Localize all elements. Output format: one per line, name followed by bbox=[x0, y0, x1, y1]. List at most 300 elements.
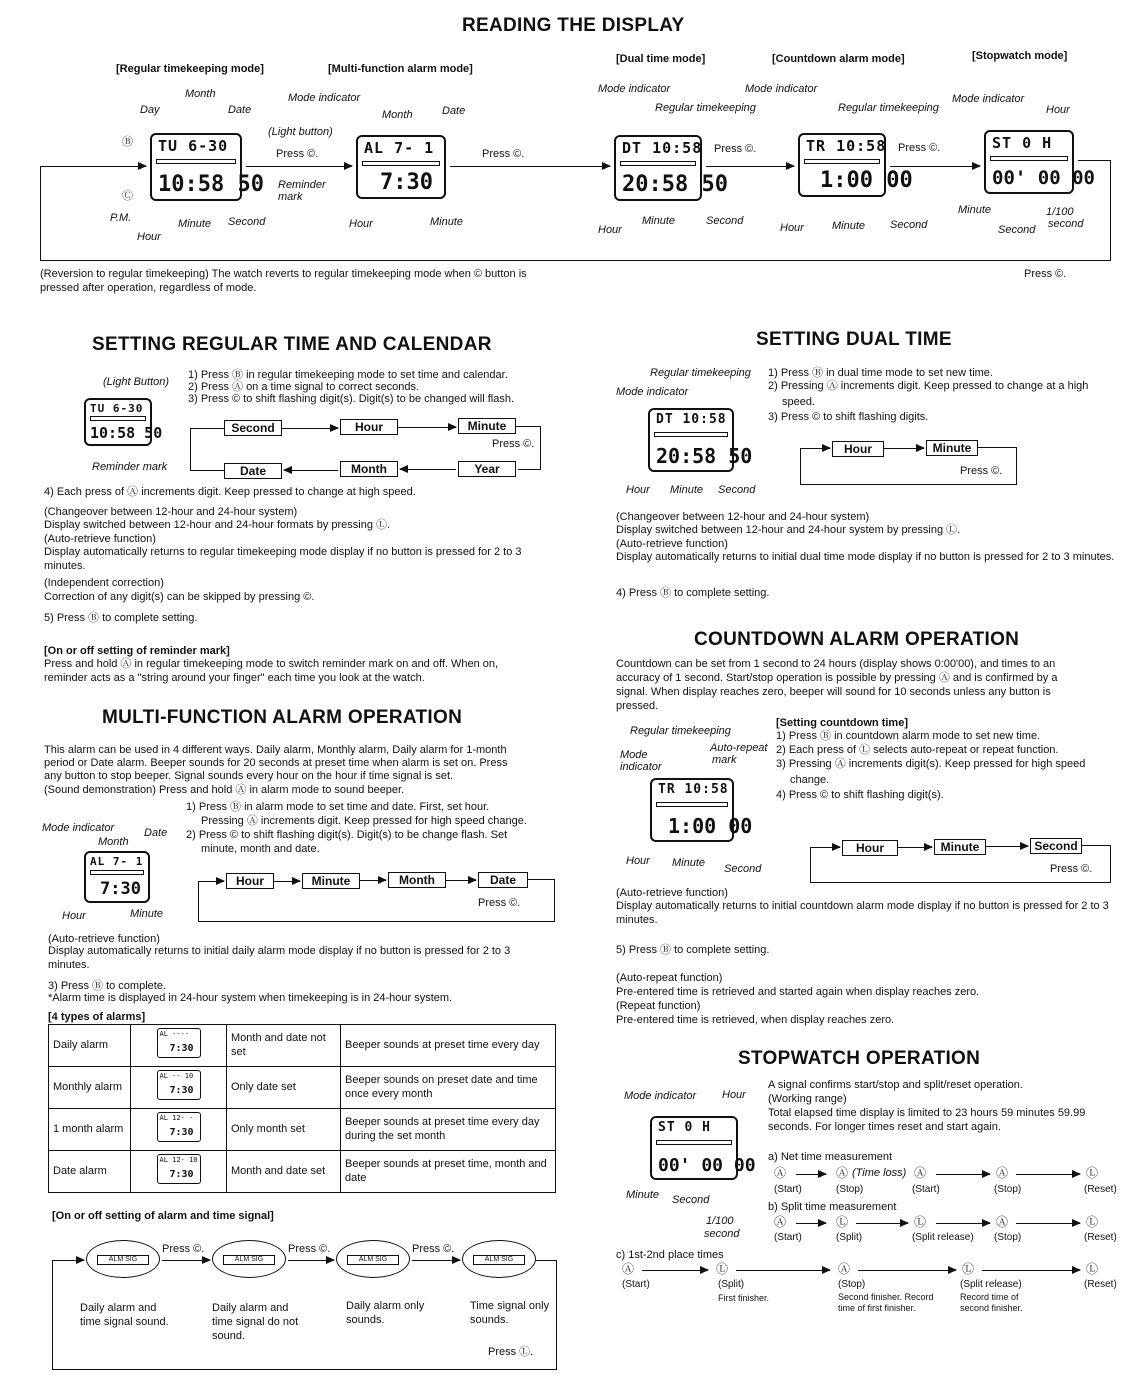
dual-flow-line-b bbox=[800, 484, 1017, 485]
watch-alarm-top: AL 7- 1 bbox=[364, 139, 435, 157]
countdown-flow-line-rv bbox=[1110, 845, 1111, 883]
place-label-2: (Split) bbox=[718, 1279, 745, 1290]
watch-regular-bar bbox=[156, 159, 236, 164]
countdown-flow-line-lv bbox=[810, 847, 811, 883]
heading-multi-alarm: MULTI-FUNCTION ALARM OPERATION bbox=[102, 707, 463, 728]
place-sym-2: Ⓛ bbox=[716, 1262, 729, 1276]
label-reminder: Reminder bbox=[278, 179, 326, 191]
countdown-flow-second: Second bbox=[1030, 838, 1082, 854]
dual-step-1: 1) Press Ⓑ in dual time mode to set new time. bbox=[768, 367, 993, 379]
onoff-state-2: Daily alarm and time signal do not sound. bbox=[212, 1302, 299, 1342]
mini-watch-1month bbox=[157, 1112, 201, 1142]
watch-multi-time: 7:30 bbox=[100, 878, 141, 899]
net-label-2: (Stop) bbox=[836, 1184, 864, 1195]
stopwatch-intro-3: Total elapsed time display is limited to 23 hours 59 minutes 59.99 bbox=[768, 1107, 1086, 1119]
label-pm: P.M. bbox=[110, 212, 132, 224]
mini-top-monthly: AL -- 10 bbox=[159, 1072, 194, 1081]
watch-stopwatch bbox=[984, 130, 1095, 194]
label-press-c-1: Press ©. bbox=[276, 148, 319, 160]
stopwatch-label-hour: Hour bbox=[722, 1089, 746, 1101]
watch-countdown bbox=[798, 133, 913, 197]
countdown-intro-3: signal. When display reaches zero, beeper will sound for 10 seconds unless any button is bbox=[616, 686, 1051, 698]
dual-step-2b: speed. bbox=[782, 396, 816, 408]
multi-label-month: Month bbox=[98, 836, 129, 848]
oval-inner-4: ALM SIG bbox=[473, 1255, 525, 1265]
net-label-4: (Stop) bbox=[994, 1184, 1022, 1195]
split-sym-1: Ⓐ bbox=[774, 1215, 787, 1229]
heading-stopwatch: STOPWATCH OPERATION bbox=[738, 1048, 981, 1069]
place-note-3: Record time of second finisher. bbox=[960, 1292, 1023, 1314]
watch-regular-time: 10:58 50 bbox=[158, 171, 264, 197]
alarm-type-set: Month and date not set bbox=[227, 1025, 341, 1067]
watch-stopwatch-op-time: 00' 00 00 bbox=[658, 1154, 756, 1176]
flow-line-sr-lt bbox=[190, 428, 224, 429]
multi-intro-1: This alarm can be used in 4 different ways. Daily alarm, Monthly alarm, Daily alarm for 1-month bbox=[44, 744, 507, 756]
onoff-arrow-1 bbox=[162, 1260, 210, 1261]
reversion-note: (Reversion to regular timekeeping) The watch reverts to regular timekeeping mode when © button is pressed after operation, regardless of mode. bbox=[40, 268, 527, 294]
label-minute-4: Minute bbox=[832, 220, 866, 232]
multi-intro-2: period or Date alarm. Beeper sounds for 20 seconds at preset time when alarm is set on. Press bbox=[44, 757, 508, 769]
oval-inner-2: ALM SIG bbox=[223, 1255, 275, 1265]
table-row bbox=[49, 1151, 556, 1193]
onoff-arrow-3 bbox=[412, 1260, 460, 1261]
countdown-label-indicator: indicator bbox=[620, 761, 662, 773]
multi-intro-4: (Sound demonstration) Press and hold Ⓐ in alarm mode to sound beeper. bbox=[44, 784, 405, 796]
countdown-setting-heading: [Setting countdown time] bbox=[776, 717, 908, 729]
watch-stopwatch-time: 00' 00 00 bbox=[992, 167, 1095, 190]
watch-dual-top: DT 10:58 bbox=[622, 139, 703, 157]
dual-label-second: Second bbox=[718, 484, 756, 496]
alarm-type-desc: Beeper sounds at preset time every day during the set month bbox=[341, 1109, 556, 1151]
label-hour-5: Hour bbox=[1046, 104, 1070, 116]
flow-box-second: Second bbox=[224, 420, 282, 436]
countdown-step-4: 4) Press © to shift flashing digit(s). bbox=[776, 789, 944, 801]
flow-arrow-1 bbox=[246, 166, 352, 167]
flow-arrow-3 bbox=[706, 166, 794, 167]
multi-flow-arrow-2 bbox=[360, 880, 386, 881]
label-reminder-mark: Reminder mark bbox=[92, 461, 168, 473]
multi-flow-line-rv bbox=[554, 879, 555, 921]
flow-arrow-2 bbox=[450, 166, 610, 167]
label-regular-timekeeping-2: Regular timekeeping bbox=[838, 102, 939, 114]
label-press-c-2: Press ©. bbox=[482, 148, 525, 160]
alarm-types-table bbox=[48, 1024, 556, 1193]
watch-dual-setting-time: 20:58 50 bbox=[656, 444, 753, 468]
countdown-label-mode: Mode bbox=[620, 749, 648, 761]
label-mark: mark bbox=[278, 191, 303, 203]
countdown-step-5: 5) Press Ⓑ to complete setting. bbox=[616, 944, 770, 956]
watch-countdown-top: TR 10:58 bbox=[806, 137, 887, 155]
dual-flow-minute: Minute bbox=[926, 440, 978, 456]
stopwatch-label-second: Second bbox=[672, 1194, 710, 1206]
split-arrow-2 bbox=[856, 1223, 908, 1224]
alarm-type-icon bbox=[131, 1067, 227, 1109]
watch-alarm-bar bbox=[362, 161, 440, 166]
place-sym-3: Ⓐ bbox=[838, 1262, 851, 1276]
countdown-label-mark: mark bbox=[712, 754, 737, 766]
net-sym-2: Ⓐ bbox=[836, 1166, 849, 1180]
onoff-line-lv bbox=[52, 1260, 53, 1370]
dual-step-4: 4) Press Ⓑ to complete setting. bbox=[616, 587, 770, 599]
label-second-5: Second bbox=[998, 224, 1036, 236]
flow-box-minute: Minute bbox=[458, 418, 516, 434]
dual-label-mode-indicator: Mode indicator bbox=[616, 386, 689, 398]
label-hour-3: Hour bbox=[598, 224, 622, 236]
watch-stopwatch-op-top: ST 0 H bbox=[658, 1120, 711, 1135]
multi-label-minute: Minute bbox=[130, 908, 164, 920]
setting-regular-note-3: (Auto-retrieve function) bbox=[44, 533, 156, 545]
mode-label-multi: [Multi-function alarm mode] bbox=[328, 63, 473, 75]
alarm-type-set: Month and date set bbox=[227, 1151, 341, 1193]
countdown-flow-arrow-1 bbox=[898, 847, 932, 848]
stopwatch-intro-2: (Working range) bbox=[768, 1093, 847, 1105]
countdown-flow-hour: Hour bbox=[842, 840, 898, 856]
flow-arrow-sr-4 bbox=[284, 470, 338, 471]
mini-time-1month: 7:30 bbox=[169, 1127, 194, 1139]
alarm-type-name: Daily alarm bbox=[49, 1025, 131, 1067]
watch-countdown-setting bbox=[650, 778, 753, 842]
net-arrow-3 bbox=[1016, 1174, 1080, 1175]
watch-stopwatch-op bbox=[650, 1116, 756, 1180]
mini-top-1month: AL 12- - bbox=[159, 1114, 194, 1123]
label-regular-timekeeping-1: Regular timekeeping bbox=[655, 102, 756, 114]
countdown-step-3b: change. bbox=[790, 774, 830, 786]
setting-regular-step-1: 1) Press Ⓑ in regular timekeeping mode to set time and calendar. bbox=[188, 369, 508, 381]
countdown-step-2: 2) Each press of Ⓛ selects auto-repeat or repeat function. bbox=[776, 744, 1059, 756]
alarm-type-desc: Beeper sounds at preset time, month and date bbox=[341, 1151, 556, 1193]
multi-step-1: 1) Press Ⓑ in alarm mode to set time and date. First, set hour. bbox=[186, 801, 490, 813]
reminder-heading: [On or off setting of reminder mark] bbox=[44, 645, 230, 657]
net-sym-3: Ⓐ bbox=[914, 1166, 927, 1180]
countdown-repeat-1: (Auto-repeat function) bbox=[616, 972, 723, 984]
oval-inner-1: ALM SIG bbox=[97, 1255, 149, 1265]
place-heading: c) 1st-2nd place times bbox=[616, 1249, 724, 1261]
onoff-press-c-2: Press ©. bbox=[288, 1243, 331, 1255]
label-light-button-2: (Light Button) bbox=[103, 376, 170, 388]
split-label-2: (Split) bbox=[836, 1232, 863, 1243]
place-label-5: (Reset) bbox=[1084, 1279, 1117, 1290]
place-sym-1: Ⓐ bbox=[622, 1262, 635, 1276]
stopwatch-label-hundredth: 1/100 bbox=[706, 1215, 734, 1227]
onoff-line-rv bbox=[556, 1260, 557, 1370]
watch-countdown-bar bbox=[804, 159, 880, 164]
dual-note-1: (Changeover between 12-hour and 24-hour system) bbox=[616, 511, 870, 523]
flow-arrow-4 bbox=[890, 166, 980, 167]
watch-dual-time: 20:58 50 bbox=[622, 171, 728, 197]
countdown-label-hour: Hour bbox=[626, 855, 650, 867]
onoff-line-b bbox=[52, 1369, 557, 1370]
label-hour-2: Hour bbox=[349, 218, 373, 230]
watch-countdown-setting-time: 1:00 00 bbox=[668, 814, 753, 838]
split-sym-5: Ⓛ bbox=[1086, 1215, 1099, 1229]
split-sym-3: Ⓛ bbox=[914, 1215, 927, 1229]
setting-regular-note-1: (Changeover between 12-hour and 24-hour system) bbox=[44, 506, 298, 518]
multi-flow-date: Date bbox=[478, 872, 528, 888]
alarm-type-desc: Beeper sounds on preset date and time once every month bbox=[341, 1067, 556, 1109]
watch-stopwatch-op-bar bbox=[656, 1140, 732, 1145]
label-minute-2: Minute bbox=[430, 216, 464, 228]
label-minute-5: Minute bbox=[958, 204, 992, 216]
multi-flow-hour: Hour bbox=[226, 873, 274, 889]
button-c-label: Ⓒ bbox=[122, 190, 133, 202]
label-minute-1: Minute bbox=[178, 218, 212, 230]
label-second-3: Second bbox=[706, 215, 744, 227]
mini-watch-date bbox=[157, 1154, 201, 1184]
flow-box-year: Year bbox=[458, 461, 516, 477]
press-c-right: Press ©. bbox=[1024, 268, 1067, 280]
onoff-line-r bbox=[536, 1260, 556, 1261]
split-label-4: (Stop) bbox=[994, 1232, 1022, 1243]
label-second-small-1: second bbox=[1048, 218, 1084, 230]
countdown-flow-arrow-in bbox=[810, 847, 840, 848]
alarm-type-desc: Beeper sounds at preset time every day bbox=[341, 1025, 556, 1067]
countdown-auto-text: Display automatically returns to initial countdown alarm mode display if no button is pressed for 2 to 3 minutes. bbox=[616, 900, 1109, 926]
button-b-label: Ⓑ bbox=[122, 136, 133, 148]
dual-flow-line-lv bbox=[800, 448, 801, 485]
dual-label-minute: Minute bbox=[670, 484, 704, 496]
multi-label-mode-indicator: Mode indicator bbox=[42, 822, 115, 834]
place-note-2: Second finisher. Record time of first finisher. bbox=[838, 1292, 934, 1314]
countdown-label-minute: Minute bbox=[672, 857, 706, 869]
countdown-repeat-2: Pre-entered time is retrieved and started again when display reaches zero. bbox=[616, 986, 980, 998]
setting-regular-note-5: (Independent correction) bbox=[44, 577, 164, 589]
dual-flow-line-rv bbox=[1016, 447, 1017, 485]
return-arrow-in bbox=[40, 166, 146, 167]
multi-flow-line-r bbox=[528, 879, 554, 880]
dual-note-3: (Auto-retrieve function) bbox=[616, 538, 728, 550]
countdown-flow-press-c: Press ©. bbox=[1050, 863, 1093, 875]
countdown-repeat-4: Pre-entered time is retrieved, when display reaches zero. bbox=[616, 1014, 895, 1026]
multi-flow-line-lv bbox=[198, 881, 199, 922]
setting-regular-step-2: 2) Press Ⓐ on a time signal to correct seconds. bbox=[188, 381, 420, 393]
stopwatch-intro-1: A signal confirms start/stop and split/reset operation. bbox=[768, 1079, 1023, 1091]
oval-state-1 bbox=[86, 1240, 160, 1278]
flow-line-sr-lb bbox=[190, 470, 224, 471]
label-mode-indicator-4: Mode indicator bbox=[952, 93, 1025, 105]
multi-flow-arrow-3 bbox=[446, 880, 476, 881]
net-sym-1: Ⓐ bbox=[774, 1166, 787, 1180]
setting-regular-step-3: 3) Press © to shift flashing digit(s). Digit(s) to be changed will flash. bbox=[188, 393, 515, 405]
label-hour-4: Hour bbox=[780, 222, 804, 234]
onoff-arrow-in bbox=[52, 1260, 84, 1261]
dual-label-regular: Regular timekeeping bbox=[650, 367, 751, 379]
onoff-arrow-2 bbox=[288, 1260, 334, 1261]
flow-box-month: Month bbox=[340, 461, 398, 477]
watch-alarm-time: 7:30 bbox=[380, 169, 433, 195]
countdown-label-auto-repeat: Auto-repeat bbox=[710, 742, 768, 754]
flow-line-sr-right bbox=[516, 426, 540, 427]
watch-regular bbox=[150, 133, 264, 201]
setting-regular-step-5: 5) Press Ⓑ to complete setting. bbox=[44, 612, 198, 624]
flow-box-hour: Hour bbox=[340, 419, 398, 435]
dual-flow-arrow-1 bbox=[884, 448, 924, 449]
place-label-4: (Split release) bbox=[960, 1279, 1022, 1290]
mini-top-daily: AL ---- bbox=[159, 1030, 190, 1039]
watch-setting-regular-time: 10:58 50 bbox=[90, 424, 163, 443]
mini-time-date: 7:30 bbox=[169, 1169, 194, 1181]
watch-setting-regular-bar bbox=[90, 416, 146, 421]
mode-label-regular: [Regular timekeeping mode] bbox=[116, 63, 264, 75]
alarm-type-set: Only month set bbox=[227, 1109, 341, 1151]
countdown-repeat-3: (Repeat function) bbox=[616, 1000, 701, 1012]
multi-step-2: 2) Press © to shift flashing digit(s). Digit(s) to be change flash. Set bbox=[186, 829, 508, 841]
net-label-3: (Start) bbox=[912, 1184, 940, 1195]
watch-regular-top: TU 6-30 bbox=[158, 137, 229, 155]
watch-dual-bar bbox=[620, 161, 696, 166]
watch-dual-setting bbox=[648, 408, 753, 472]
heading-setting-regular: SETTING REGULAR TIME AND CALENDAR bbox=[92, 334, 492, 355]
watch-dual-setting-bar bbox=[654, 432, 728, 437]
split-arrow-4 bbox=[1016, 1223, 1080, 1224]
countdown-intro-1: Countdown can be set from 1 second to 24 hours (display shows 0:00'00), and times to an bbox=[616, 658, 1056, 670]
split-arrow-1 bbox=[796, 1223, 826, 1224]
label-month-2: Month bbox=[382, 109, 413, 121]
table-row bbox=[49, 1025, 556, 1067]
label-mode-indicator-2: Mode indicator bbox=[598, 83, 671, 95]
label-mode-indicator-1: Mode indicator bbox=[288, 92, 361, 104]
onoff-state-3: Daily alarm only sounds. bbox=[346, 1300, 425, 1326]
onoff-state-4: Time signal only sounds. bbox=[470, 1300, 550, 1326]
net-label-1: (Start) bbox=[774, 1184, 802, 1195]
table-row bbox=[49, 1067, 556, 1109]
alarm-type-name: Date alarm bbox=[49, 1151, 131, 1193]
place-sym-4: Ⓛ bbox=[962, 1262, 975, 1276]
place-label-3: (Stop) bbox=[838, 1279, 866, 1290]
countdown-label-regular: Regular timekeeping bbox=[630, 725, 731, 737]
multi-flow-month: Month bbox=[388, 872, 446, 888]
watch-stopwatch-bar bbox=[990, 156, 1068, 161]
flow-line-sr-rb bbox=[518, 469, 541, 470]
flow-line-sr-left bbox=[190, 428, 191, 470]
setting-regular-step-4: 4) Each press of Ⓐ increments digit. Keep pressed to change at high speed. bbox=[44, 486, 416, 498]
label-minute-3: Minute bbox=[642, 215, 676, 227]
mini-top-date: AL 12- 10 bbox=[159, 1156, 198, 1165]
dual-note-2: Display switched between 12-hour and 24-hour system by pressing Ⓛ. bbox=[616, 524, 961, 536]
place-note-1: First finisher. bbox=[718, 1293, 770, 1303]
net-sym-5: Ⓛ bbox=[1086, 1166, 1099, 1180]
setting-regular-note-2: Display switched between 12-hour and 24-hour formats by pressing Ⓛ. bbox=[44, 519, 391, 531]
onoff-press-c-1: Press ©. bbox=[162, 1243, 205, 1255]
countdown-flow-minute: Minute bbox=[934, 839, 986, 855]
multi-step-3: 3) Press Ⓑ to complete. bbox=[48, 980, 166, 992]
onoff-state-1: Daily alarm and time signal sound. bbox=[80, 1302, 169, 1328]
dual-step-3: 3) Press © to shift flashing digits. bbox=[768, 411, 929, 423]
watch-countdown-time: 1:00 00 bbox=[820, 167, 913, 193]
alarm-types-heading: [4 types of alarms] bbox=[48, 1011, 146, 1023]
onoff-press-c-3: Press ©. bbox=[412, 1243, 455, 1255]
label-hundredth-1: 1/100 bbox=[1046, 206, 1074, 218]
split-sym-4: Ⓐ bbox=[996, 1215, 1009, 1229]
alarm-type-icon bbox=[131, 1151, 227, 1193]
dual-step-2: 2) Pressing Ⓐ increments digit. Keep pressed to change at a high bbox=[768, 380, 1089, 392]
place-arrow-3 bbox=[858, 1270, 956, 1271]
mini-watch-monthly bbox=[157, 1070, 201, 1100]
countdown-step-1: 1) Press Ⓑ in countdown alarm mode to set new time. bbox=[776, 730, 1041, 742]
heading-countdown: COUNTDOWN ALARM OPERATION bbox=[694, 629, 1020, 650]
mini-watch-daily bbox=[157, 1028, 201, 1058]
oval-inner-3: ALM SIG bbox=[347, 1255, 399, 1265]
watch-setting-regular bbox=[84, 398, 163, 446]
flow-arrow-sr-3 bbox=[400, 469, 456, 470]
flow-line-sr-rv bbox=[540, 426, 541, 469]
net-arrow-2 bbox=[936, 1174, 990, 1175]
reminder-text: Press and hold Ⓐ in regular timekeeping mode to switch reminder mark on and off. When on, reminder acts as a "string around your finger" each time you look at the watch. bbox=[44, 658, 499, 684]
flow-press-c-sr: Press ©. bbox=[492, 438, 535, 450]
watch-countdown-setting-bar bbox=[656, 802, 728, 807]
return-line-vert-r bbox=[1110, 160, 1111, 260]
multi-flow-minute: Minute bbox=[302, 873, 360, 889]
watch-alarm bbox=[356, 135, 446, 199]
flow-box-date: Date bbox=[224, 463, 282, 479]
heading-dual: SETTING DUAL TIME bbox=[756, 329, 952, 350]
multi-flow-line-b bbox=[198, 921, 555, 922]
countdown-step-3: 3) Pressing Ⓐ increments digit(s). Keep pressed for high speed bbox=[776, 758, 1086, 770]
multi-flow-arrow-1 bbox=[274, 881, 300, 882]
watch-setting-regular-top: TU 6-30 bbox=[90, 402, 144, 415]
split-label-1: (Start) bbox=[774, 1232, 802, 1243]
table-row bbox=[49, 1109, 556, 1151]
label-light-button: (Light button) bbox=[268, 126, 333, 138]
return-line-vert-l bbox=[40, 166, 41, 261]
split-arrow-3 bbox=[936, 1223, 990, 1224]
net-label-5: (Reset) bbox=[1084, 1184, 1117, 1195]
place-arrow-1 bbox=[642, 1270, 708, 1271]
stopwatch-intro-4: seconds. For longer times reset and start again. bbox=[768, 1121, 1001, 1133]
oval-state-2 bbox=[212, 1240, 286, 1278]
page-title: READING THE DISPLAY bbox=[462, 15, 685, 36]
net-sym-4: Ⓐ bbox=[996, 1166, 1009, 1180]
alarm-type-icon bbox=[131, 1109, 227, 1151]
stopwatch-label-minute: Minute bbox=[626, 1189, 660, 1201]
multi-flow-arrow-in bbox=[198, 881, 224, 882]
countdown-intro-4: pressed. bbox=[616, 700, 659, 712]
split-sym-2: Ⓛ bbox=[836, 1215, 849, 1229]
watch-multi bbox=[84, 851, 150, 903]
place-arrow-4 bbox=[982, 1270, 1080, 1271]
dual-flow-press-c: Press ©. bbox=[960, 465, 1003, 477]
mode-label-stopwatch: [Stopwatch mode] bbox=[972, 50, 1068, 62]
multi-auto-text: Display automatically returns to initial daily alarm mode display if no button is pressed for 2 to 3 minutes. bbox=[48, 945, 511, 971]
label-date-2: Date bbox=[442, 105, 466, 117]
net-heading: a) Net time measurement bbox=[768, 1151, 893, 1163]
onoff-heading: [On or off setting of alarm and time signal] bbox=[52, 1210, 274, 1222]
multi-step-1b: Pressing Ⓐ increments digit. Keep pressed for high speed change. bbox=[201, 815, 527, 827]
label-second-4: Second bbox=[890, 219, 928, 231]
multi-intro-3: any button to stop beeper. Signal sounds every hour on the hour if time signal is set. bbox=[44, 770, 454, 782]
watch-dual-setting-top: DT 10:58 bbox=[656, 412, 727, 427]
return-line-bottom bbox=[40, 260, 1111, 261]
watch-multi-top: AL 7- 1 bbox=[90, 855, 144, 868]
mini-time-monthly: 7:30 bbox=[169, 1085, 194, 1097]
countdown-auto-heading: (Auto-retrieve function) bbox=[616, 887, 728, 899]
alarm-type-icon bbox=[131, 1025, 227, 1067]
watch-multi-bar bbox=[90, 870, 144, 875]
flow-arrow-sr-1 bbox=[282, 428, 338, 429]
alarm-type-set: Only date set bbox=[227, 1067, 341, 1109]
net-arrow-1 bbox=[796, 1174, 826, 1175]
label-press-c-4: Press ©. bbox=[898, 142, 941, 154]
stopwatch-label-second-small: second bbox=[704, 1228, 740, 1240]
setting-regular-note-6: Correction of any digit(s) can be skipped by pressing ©. bbox=[44, 591, 315, 603]
label-date: Date bbox=[228, 104, 252, 116]
net-time-loss: (Time loss) bbox=[852, 1167, 907, 1179]
flow-arrow-sr-2 bbox=[398, 427, 456, 428]
multi-note-24: *Alarm time is displayed in 24-hour system when timekeeping is in 24-hour system. bbox=[48, 992, 453, 1004]
mode-label-dual: [Dual time mode] bbox=[616, 53, 706, 65]
place-arrow-2 bbox=[736, 1270, 830, 1271]
split-heading: b) Split time measurement bbox=[768, 1201, 897, 1213]
multi-step-2b: minute, month and date. bbox=[201, 843, 320, 855]
